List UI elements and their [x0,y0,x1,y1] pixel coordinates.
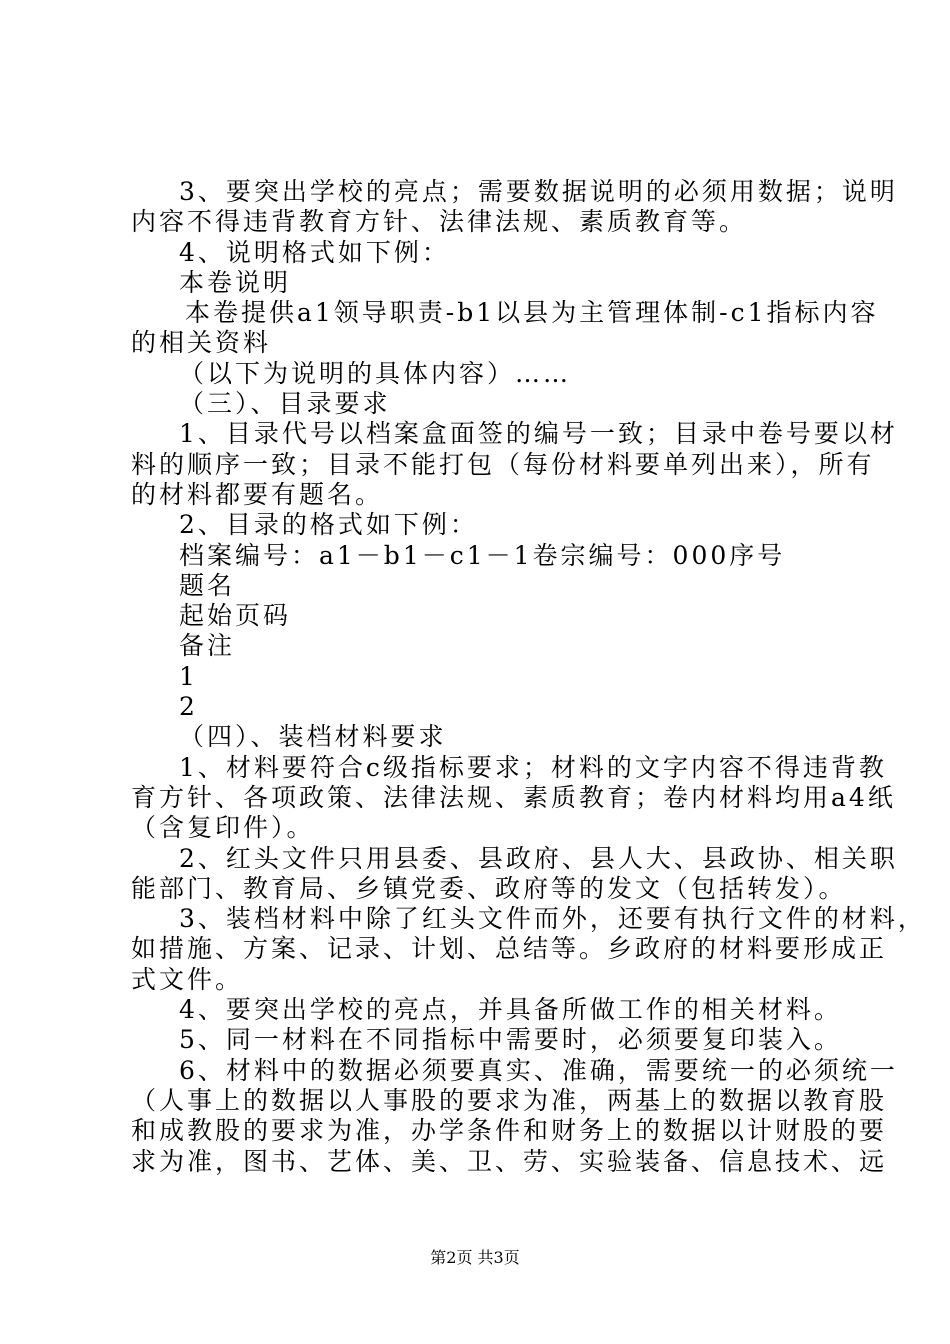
paragraph-line: 3、装档材料中除了红头文件而外，还要有执行文件的材料， [179,904,926,934]
paragraph-line: 备注 [179,631,236,661]
section-heading: （四）、装档材料要求 [179,722,447,752]
paragraph-line: 料的顺序一致；目录不能打包（每份材料要单列出来），所有 [131,449,875,479]
paragraph-line: （人事上的数据以人事股的要求为准，两基上的数据以教育股 [131,1085,888,1115]
paragraph-line: （含复印件）。 [131,813,315,843]
paragraph-line: 育方针、各项政策、法律法规、素质教育；卷内材料均用a4纸 [131,782,896,812]
paragraph-line: 1 [179,661,198,691]
paragraph-line: 4、说明格式如下例： [179,237,450,267]
paragraph-line: 5、同一材料在不同指标中需要时，必须要复印装入。 [179,1025,842,1055]
paragraph-line: 4、要突出学校的亮点，并具备所做工作的相关材料。 [179,995,842,1025]
paragraph-line: 本卷提供a1领导职责-b1以县为主管理体制-c1指标内容 [185,298,879,328]
paragraph-line: 起始页码 [179,601,292,631]
paragraph-line: 2、目录的格式如下例： [179,510,478,540]
paragraph-line: 如措施、方案、记录、计划、总结等。乡政府的材料要形成正 [131,934,888,964]
paragraph-line: 题名 [179,570,236,600]
paragraph-line: 档案编号：a1－b1－c1－1卷宗编号：000序号 [179,540,786,570]
paragraph-line: 内容不得违背教育方针、法律法规、素质教育等。 [131,207,748,237]
paragraph-line: 求为准，图书、艺体、美、卫、劳、实验装备、信息技术、远 [131,1146,888,1176]
page-footer: 第2页 共3页 [430,1248,520,1267]
paragraph-line: 2、红头文件只用县委、县政府、县人大、县政协、相关职 [179,843,898,873]
paragraph-line: 的相关资料 [131,328,272,358]
document-body [131,177,926,1177]
paragraph-line: 本卷说明 [179,267,292,297]
paragraph-line: 能部门、教育局、乡镇党委、政府等的发文（包括转发）。 [131,873,847,903]
paragraph-line: 和成教股的要求为准，办学条件和财务上的数据以计财股的要 [131,1116,888,1146]
paragraph-line: 式文件。 [131,964,244,994]
paragraph-line: 2 [179,692,198,722]
paragraph-line: 1、材料要符合c级指标要求；材料的文字内容不得违背教 [179,752,887,782]
paragraph-line: 1、目录代号以档案盒面签的编号一致；目录中卷号要以材 [179,419,898,449]
paragraph-line: 3、要突出学校的亮点；需要数据说明的必须用数据；说明 [179,177,898,206]
paragraph-line: （以下为说明的具体内容）…… [179,358,572,388]
section-heading: （三）、目录要求 [179,389,391,419]
paragraph-line: 的材料都要有题名。 [131,479,384,509]
paragraph-line: 6、材料中的数据必须要真实、准确，需要统一的必须统一 [179,1055,898,1085]
